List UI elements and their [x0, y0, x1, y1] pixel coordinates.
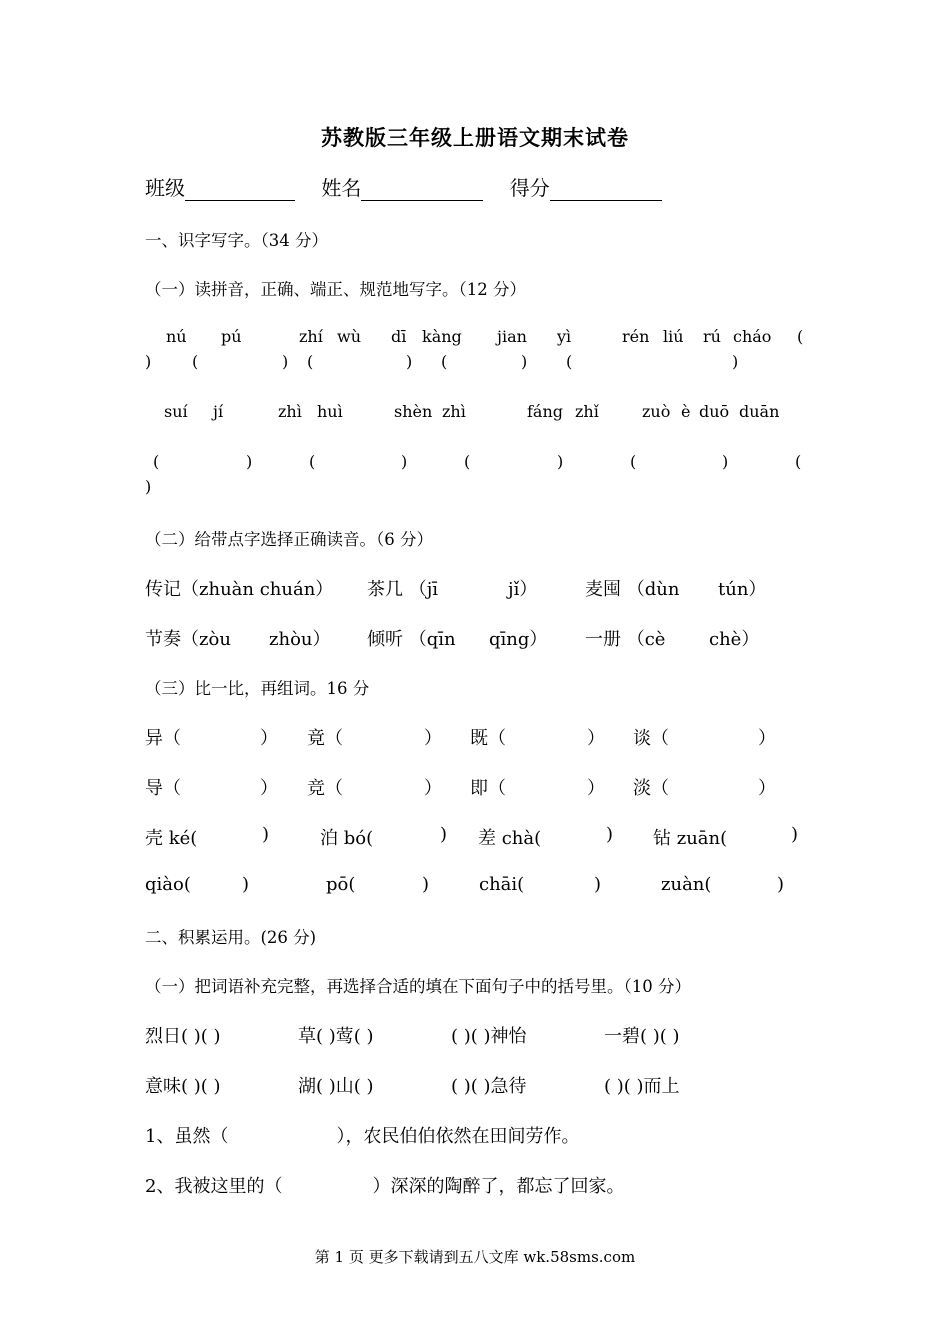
idiom-blank[interactable]: 草( )莺( ): [298, 1026, 374, 1047]
answer-paren[interactable]: ): [557, 452, 564, 471]
answer-paren[interactable]: (: [441, 352, 448, 371]
answer-paren[interactable]: (: [464, 452, 471, 471]
pinyin-word: yì: [557, 327, 572, 346]
idiom-blank[interactable]: 一碧( )( ): [604, 1026, 680, 1047]
compare-word[interactable]: ）: [758, 728, 776, 749]
polyphone-item[interactable]: ): [422, 874, 430, 895]
compare-word[interactable]: ）: [587, 778, 605, 799]
pinyin-word: pú: [221, 327, 242, 346]
reading-option[interactable]: chè）: [709, 629, 760, 650]
idiom-blank[interactable]: 意味( )( ): [145, 1076, 221, 1097]
page-footer: 第 1 页 更多下载请到五八文库 wk.58sms.com: [314, 1248, 636, 1266]
idiom-blank[interactable]: ( )( )而上: [604, 1076, 680, 1097]
idiom-blank[interactable]: ( )( )急待: [451, 1076, 527, 1097]
fill-sentence-1[interactable]: 1、虽然（ ），农民伯伯依然在田间劳作。: [145, 1126, 580, 1147]
pinyin-word: zhí: [299, 327, 323, 346]
name-blank[interactable]: [361, 180, 483, 201]
compare-word[interactable]: 异（: [145, 728, 181, 749]
page-title: 苏教版三年级上册语文期末试卷: [321, 125, 629, 150]
score-field[interactable]: [510, 172, 662, 201]
pinyin-word: zhì: [442, 402, 466, 421]
name-label: 姓名: [321, 176, 362, 200]
reading-option[interactable]: 节奏（zòu: [145, 629, 231, 650]
polyphone-item[interactable]: 泊 bó(: [320, 828, 374, 849]
answer-paren[interactable]: (: [307, 352, 314, 371]
compare-word[interactable]: ）: [587, 728, 605, 749]
name-field[interactable]: [321, 172, 483, 201]
class-field[interactable]: [145, 172, 295, 201]
answer-paren[interactable]: ): [145, 352, 152, 371]
polyphone-item[interactable]: pō(: [326, 874, 356, 895]
pinyin-word: dī: [391, 327, 407, 346]
reading-option[interactable]: 传记（zhuàn chuán）: [145, 579, 334, 600]
reading-option[interactable]: tún）: [718, 579, 767, 600]
pinyin-word: nú: [166, 327, 187, 346]
answer-paren[interactable]: (: [566, 352, 573, 371]
answer-paren[interactable]: ): [246, 452, 253, 471]
reading-option[interactable]: qīng）: [489, 629, 548, 650]
polyphone-item[interactable]: zuàn(: [661, 874, 712, 895]
polyphone-item[interactable]: ): [440, 824, 448, 845]
polyphone-item[interactable]: ): [777, 874, 785, 895]
compare-word[interactable]: 谈（: [633, 728, 669, 749]
pinyin-word: huì: [317, 402, 343, 421]
pinyin-word: fáng: [527, 402, 564, 421]
pinyin-word: zhì: [278, 402, 302, 421]
pinyin-word: jian: [497, 327, 527, 346]
reading-option[interactable]: 麦囤 （dùn: [585, 579, 680, 600]
pinyin-word: duān: [739, 402, 780, 421]
reading-option[interactable]: 倾听 （qīn: [367, 629, 456, 650]
compare-word[interactable]: 竞（: [307, 778, 343, 799]
compare-word[interactable]: ）: [424, 778, 442, 799]
polyphone-item[interactable]: ): [594, 874, 602, 895]
polyphone-item[interactable]: 差 chà(: [478, 828, 542, 849]
pinyin-word: zuò: [642, 402, 671, 421]
reading-option[interactable]: 一册 （cè: [585, 629, 666, 650]
answer-paren[interactable]: ): [401, 452, 408, 471]
polyphone-item[interactable]: 壳 ké(: [145, 828, 198, 849]
polyphone-item[interactable]: ): [262, 824, 270, 845]
answer-paren[interactable]: ): [722, 452, 729, 471]
polyphone-item[interactable]: qiào(: [145, 874, 191, 895]
answer-paren[interactable]: (: [797, 327, 804, 346]
pinyin-word: rú: [703, 327, 721, 346]
polyphone-item[interactable]: 钻 zuān(: [653, 828, 728, 849]
pinyin-word: duō: [699, 402, 730, 421]
answer-paren[interactable]: ): [282, 352, 289, 371]
pinyin-word: cháo: [733, 327, 772, 346]
answer-paren[interactable]: ): [521, 352, 528, 371]
compare-word[interactable]: 淡（: [633, 778, 669, 799]
section2-part1-heading: （一）把词语补充完整，再选择合适的填在下面句子中的括号里。（10 分）: [145, 977, 691, 996]
pinyin-word: kàng: [422, 327, 462, 346]
answer-paren[interactable]: ): [732, 352, 739, 371]
answer-paren[interactable]: ): [406, 352, 413, 371]
pinyin-word: zhǐ: [575, 402, 599, 421]
pinyin-word: wù: [337, 327, 361, 346]
answer-paren[interactable]: (: [795, 452, 802, 471]
compare-word[interactable]: ）: [260, 728, 278, 749]
pinyin-word: jí: [213, 402, 224, 421]
part3-heading: （三）比一比，再组词。16 分: [145, 679, 370, 698]
part2-heading: （二）给带点字选择正确读音。（6 分）: [145, 530, 433, 549]
answer-paren[interactable]: (: [309, 452, 316, 471]
reading-option[interactable]: jǐ）: [508, 579, 538, 600]
pinyin-word: liú: [663, 327, 684, 346]
pinyin-word: shèn: [394, 402, 433, 421]
pinyin-word: suí: [164, 402, 188, 421]
idiom-blank[interactable]: 烈日( )( ): [145, 1026, 221, 1047]
compare-word[interactable]: 即（: [470, 778, 506, 799]
reading-option[interactable]: 茶几 （jī: [367, 579, 439, 600]
polyphone-item[interactable]: ): [606, 824, 614, 845]
answer-paren[interactable]: ): [145, 477, 152, 496]
student-info-row: [145, 172, 682, 201]
part1-heading: （一）读拼音，正确、端正、规范地写字。（12 分）: [145, 280, 526, 299]
idiom-blank[interactable]: 湖( )山( ): [298, 1076, 374, 1097]
compare-word[interactable]: 导（: [145, 778, 181, 799]
compare-word[interactable]: ）: [260, 778, 278, 799]
compare-word[interactable]: 既（: [470, 728, 506, 749]
compare-word[interactable]: ）: [424, 728, 442, 749]
class-blank[interactable]: [185, 180, 295, 201]
score-label: 得分: [509, 176, 550, 200]
answer-paren[interactable]: (: [630, 452, 637, 471]
fill-sentence-2[interactable]: 2、我被这里的（ ）深深的陶醉了，都忘了回家。: [145, 1176, 625, 1197]
section2-heading: 二、积累运用。(26 分): [145, 928, 317, 947]
answer-paren[interactable]: (: [192, 352, 199, 371]
answer-paren[interactable]: (: [153, 452, 160, 471]
polyphone-item[interactable]: ): [791, 824, 799, 845]
section1-heading: 一、识字写字。（34 分）: [145, 231, 328, 250]
compare-word[interactable]: ）: [758, 778, 776, 799]
polyphone-item[interactable]: ): [242, 874, 250, 895]
pinyin-word: rén: [622, 327, 650, 346]
score-blank[interactable]: [550, 180, 662, 201]
class-label: 班级: [145, 176, 185, 200]
compare-word[interactable]: 竟（: [307, 728, 343, 749]
polyphone-item[interactable]: chāi(: [479, 874, 525, 895]
idiom-blank[interactable]: ( )( )神怡: [451, 1026, 527, 1047]
reading-option[interactable]: zhòu）: [269, 629, 331, 650]
pinyin-word: è: [681, 402, 691, 421]
